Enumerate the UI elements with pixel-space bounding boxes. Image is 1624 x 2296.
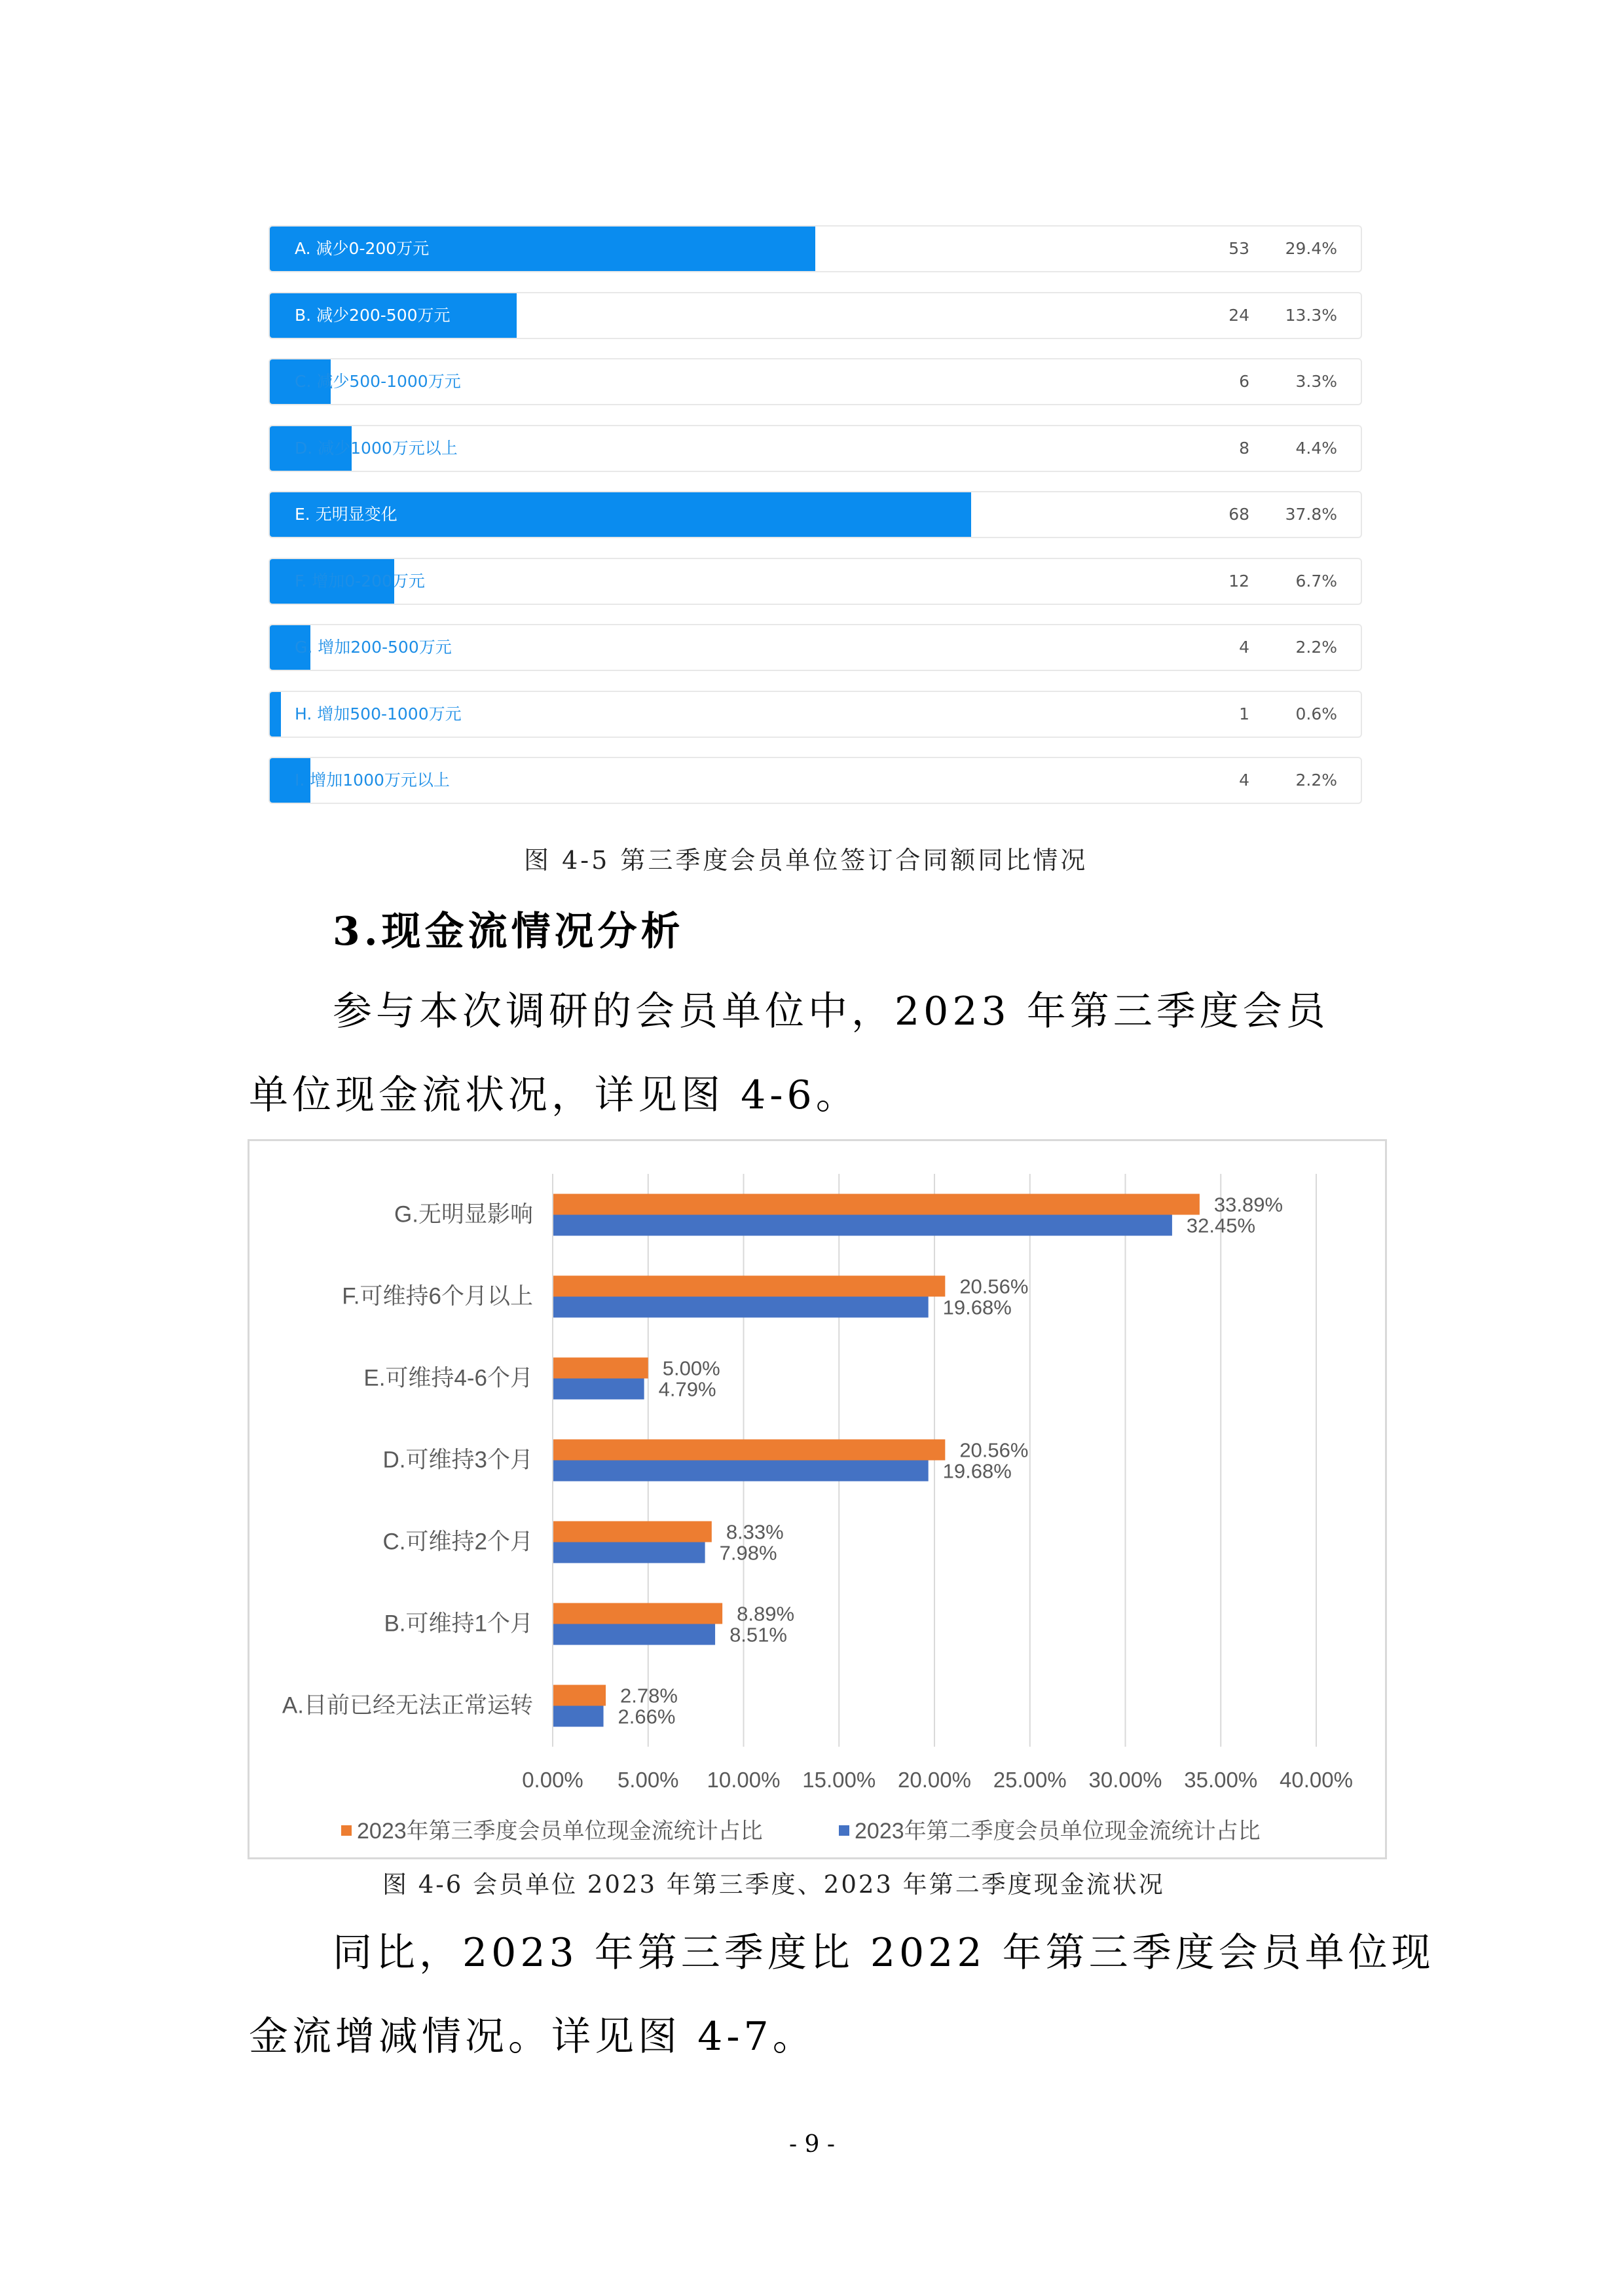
- bar: [553, 1461, 929, 1482]
- bar: [553, 1379, 644, 1400]
- option-percent: 37.8%: [1285, 505, 1337, 524]
- data-label: 20.56%: [959, 1438, 1029, 1462]
- bar: [553, 1603, 722, 1624]
- section-heading: 3.现金流情况分析: [333, 909, 684, 955]
- data-label: 5.00%: [662, 1357, 720, 1380]
- x-tick-label: 40.00%: [1280, 1768, 1353, 1792]
- data-label: 8.33%: [726, 1520, 784, 1544]
- option-percent: 0.6%: [1295, 704, 1337, 723]
- paragraph-2-line-2: 金流增减情况。详见图 4-7。: [249, 2014, 816, 2060]
- x-tick-label: 25.00%: [993, 1768, 1067, 1792]
- paragraph-1-line-1: 参与本次调研的会员单位中，2023 年第三季度会员: [333, 989, 1329, 1034]
- category-label: F.可维持6个月以上: [342, 1283, 533, 1309]
- category-label: B.可维持1个月: [384, 1611, 533, 1637]
- option-row: [268, 425, 1362, 472]
- bar: [553, 1358, 648, 1379]
- data-label: 19.68%: [942, 1296, 1012, 1319]
- bar: [553, 1706, 604, 1727]
- option-label: G. 增加200-500万元: [295, 638, 452, 657]
- category-label: C.可维持2个月: [382, 1529, 533, 1555]
- option-row: [268, 491, 1362, 538]
- option-count: 53: [1228, 239, 1249, 258]
- bar: [553, 1440, 945, 1461]
- option-label: A. 减少0-200万元: [295, 239, 430, 258]
- option-percent: 6.7%: [1295, 571, 1337, 591]
- option-label: D. 减少1000万元以上: [295, 438, 458, 458]
- figure-4-6-caption: 图 4-6 会员单位 2023 年第三季度、2023 年第二季度现金流状况: [382, 1870, 1165, 1899]
- option-row: [268, 624, 1362, 671]
- bar: [553, 1194, 1200, 1215]
- data-label: 2.66%: [618, 1705, 676, 1728]
- legend-label: 2023年第二季度会员单位现金流统计占比: [855, 1819, 1261, 1844]
- data-label: 19.68%: [942, 1459, 1012, 1483]
- option-count: 68: [1228, 505, 1249, 524]
- data-label: 4.79%: [658, 1377, 716, 1401]
- option-percent: 2.2%: [1295, 771, 1337, 790]
- option-row: [268, 225, 1362, 272]
- data-label: 2.78%: [620, 1684, 678, 1707]
- category-label: A.目前已经无法正常运转: [282, 1692, 533, 1719]
- paragraph-1-line-2: 单位现金流状况，详见图 4-6。: [249, 1072, 859, 1118]
- option-percent: 13.3%: [1285, 305, 1337, 325]
- data-label: 33.89%: [1213, 1193, 1283, 1216]
- category-label: G.无明显影响: [394, 1201, 533, 1228]
- x-tick-label: 30.00%: [1088, 1768, 1162, 1792]
- option-count: 1: [1239, 704, 1249, 723]
- bar: [553, 1542, 705, 1563]
- data-label: 7.98%: [719, 1541, 777, 1565]
- option-percent: 2.2%: [1295, 638, 1337, 657]
- data-label: 8.51%: [729, 1623, 787, 1647]
- option-percent: 4.4%: [1295, 438, 1337, 458]
- cashflow-bar-chart: [248, 1139, 1387, 1859]
- legend-swatch: [839, 1825, 849, 1836]
- data-label: 20.56%: [959, 1275, 1029, 1298]
- option-row: [268, 358, 1362, 405]
- x-tick-label: 20.00%: [898, 1768, 971, 1792]
- category-label: E.可维持4-6个月: [363, 1365, 533, 1391]
- option-count: 4: [1239, 771, 1249, 790]
- option-row: [268, 757, 1362, 804]
- bar: [553, 1297, 929, 1318]
- option-fill-bar: [270, 692, 281, 737]
- bar: [553, 1624, 715, 1645]
- page-number: - 9 -: [788, 2131, 836, 2158]
- option-count: 8: [1239, 438, 1249, 458]
- paragraph-2-line-1: 同比，2023 年第三季度比 2022 年第三季度会员单位现: [333, 1930, 1435, 1976]
- option-count: 24: [1228, 305, 1249, 325]
- bar: [553, 1685, 606, 1706]
- option-label: E. 无明显变化: [295, 505, 397, 524]
- x-tick-label: 10.00%: [707, 1768, 781, 1792]
- option-label: C. 减少500-1000万元: [295, 372, 461, 391]
- option-row: [268, 292, 1362, 339]
- option-label: I. 增加1000万元以上: [295, 771, 450, 790]
- option-label: F. 增加0-200万元: [295, 571, 425, 591]
- category-label: D.可维持3个月: [382, 1447, 533, 1473]
- bar: [553, 1522, 712, 1542]
- figure-4-5-caption: 图 4-5 第三季度会员单位签订合同额同比情况: [524, 846, 1088, 875]
- x-tick-label: 0.00%: [522, 1768, 583, 1792]
- option-label: H. 增加500-1000万元: [295, 704, 462, 723]
- option-percent: 3.3%: [1295, 372, 1337, 391]
- option-count: 4: [1239, 638, 1249, 657]
- data-label: 8.89%: [737, 1602, 795, 1626]
- bar: [553, 1276, 945, 1297]
- option-label: B. 减少200-500万元: [295, 305, 451, 325]
- data-label: 32.45%: [1186, 1214, 1256, 1237]
- option-percent: 29.4%: [1285, 239, 1337, 258]
- x-tick-label: 35.00%: [1184, 1768, 1258, 1792]
- x-tick-label: 5.00%: [617, 1768, 679, 1792]
- legend-swatch: [341, 1825, 352, 1836]
- option-count: 6: [1239, 372, 1249, 391]
- option-row: [268, 691, 1362, 738]
- legend-label: 2023年第三季度会员单位现金流统计占比: [357, 1819, 763, 1844]
- x-tick-label: 15.00%: [802, 1768, 876, 1792]
- option-row: [268, 558, 1362, 605]
- option-count: 12: [1228, 571, 1249, 591]
- bar: [553, 1215, 1172, 1236]
